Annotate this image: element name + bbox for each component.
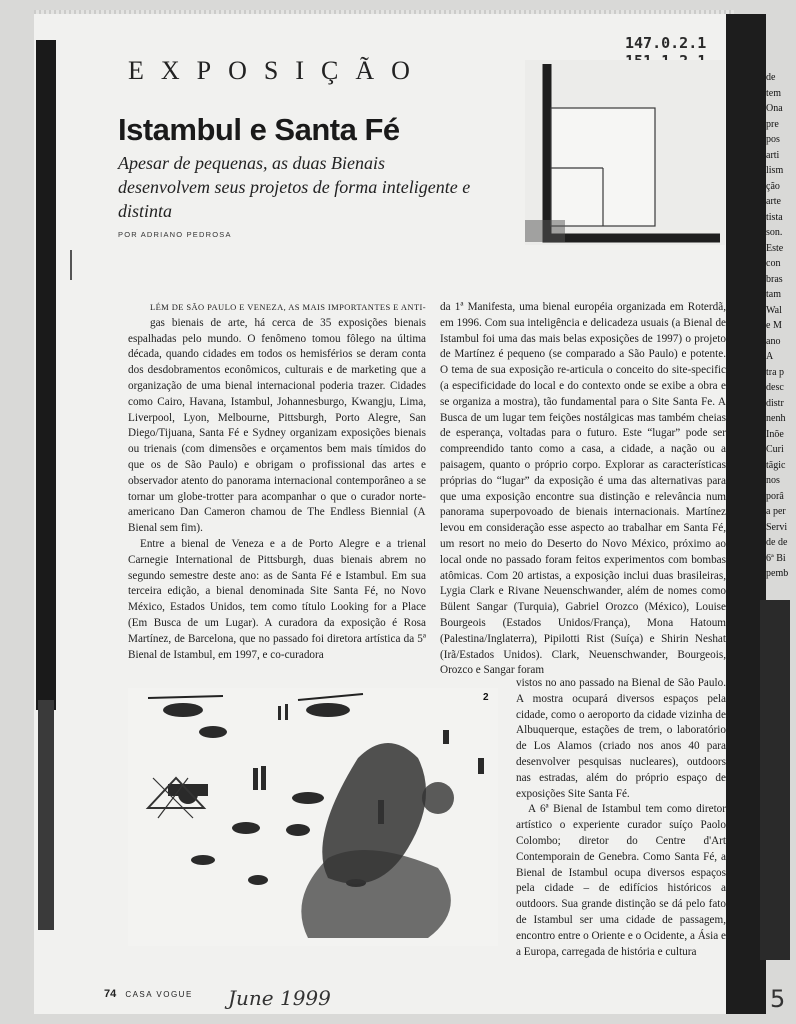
edge-fragment-line: tista [766,211,783,223]
photo-collage-helicopters-soldiers [128,688,498,946]
edge-fragment-line: tãgic [766,459,786,471]
edge-fragment-line: bras [766,273,783,285]
article-column-left [128,300,426,663]
edge-fragment-line: Este [766,242,784,254]
edge-fragment-line: arte [766,196,781,207]
paragraph: da 1ª Manifesta, uma bienal européia organizada em Roterdã, em 1996. Com sua inteligência e delicadeza usuais (a Bienal de Istambul foi uma das mais belas exposições de 1997) o projeto de Martínez é pequeno (se comparado a São Paulo) e potente. O tema de sua exposição re-articula o conceito do site-specific (a especificidade do local e do contexto onde se exibe a obra e se organiza a mostra), tão fundamental para o Site Santa Fe. A Busca de um lugar tem feições nostálgicas mas também cheias de esperança, voltadas para o futuro. Este “lugar” pode ser compreendido tanto como a casa, a cidade, a nação ou a paisagem, quanto o próprio corpo. Explorar as características próprias do “lugar” da exposição é uma das alternativas para que uma exposição encontre sua distinção e relevância num panorama superpovoado de bienais internacionais. Martínez levou em consideração esse aspecto ao trabalhar em Santa Fé, um resort no meio do Deserto do Novo México, próximo ao local onde no passado foram feitos experimentos com bombas atômicas. Com 20 artistas, a exposição inclui duas brasileiras, Lygia Clark e Rivane Neuenschwander, além de nomes como Bülent Sangar (Turquia), Gabriel Orozco (México), Louise Bourgeois (Estados Unidos/França), Mona Hatoum (Palestina/Inglaterra), Pipilotti Rist (Suíça) e Shirin Neshat (Irã/Estados Unidos). Clark, Neuenschwander, Bourgeois, Orozco e Sangar foram [440,301,726,677]
edge-fragment-line: Ona [766,103,783,114]
article-subtitle: Apesar de pequenas, as duas Bienais desenvolvem seus projetos de forma inteligente e distinta [118,153,471,221]
edge-fragment-line: A [766,351,774,362]
paragraph: A 6ª Bienal de Istambul tem como diretor artístico o experiente curador suíço Paolo Colombo; diretor do Centre d'Art Contemporain de Genebra. Como Santa Fé, a Bienal de Istambul ocupa diversos espaços pela cidade – de edifícios históricos a outdoors. Sua grande distinção se dá pelo fato de Istambul ser uma cidade de passagem, encontro entre o Oriente e o Ocidente, a Ásia e a Europa, carregada de história e cultura [516,803,726,958]
artwork-square-graphic [525,60,725,245]
adjacent-page-fragment [766,70,796,630]
edge-fragment-line: tam [766,289,781,300]
handwritten-note-line: 147.0.2.1 [625,34,707,52]
edge-fragment-line: tem [766,87,781,99]
edge-fragment-line: pos [766,134,780,145]
magazine-name: CASA VOGUE [125,990,193,999]
drop-cap-space [128,300,150,320]
edge-fragment-line: nos [766,475,780,486]
page-number: 74 [104,988,117,1000]
edge-fragment-line: Curi [766,444,784,455]
edge-fragment-line: son. [766,227,783,238]
section-label: EXPOSIÇÃO [128,56,427,85]
edge-fragment-line: desc [766,382,784,393]
edge-fragment-line: con [766,258,781,269]
scan-shadow-left-lower [38,700,54,930]
edge-fragment-line: de de [766,537,788,548]
edge-fragment-line: distr [766,397,784,409]
edge-fragment-line: Servi [766,521,788,533]
edge-fragment-line: Inõe [766,428,784,440]
article-photo [128,688,498,946]
edge-fragment-line: a per [766,506,786,517]
article-byline: POR ADRIANO PEDROSA [118,230,232,239]
scan-shadow-left [36,40,56,710]
edge-fragment-line: ção [766,180,780,192]
edge-fragment-line: lism [766,165,784,176]
edge-fragment-line: nenh [766,413,786,424]
edge-fragment-line: tra p [766,366,785,378]
paragraph-text: LÉM DE SÃO PAULO E VENEZA, AS MAIS IMPORTANTES E ANTI-gas bienais de arte, há cerca de 35 exposições bienais espalhadas pelo mundo. O fenômeno tomou fôlego na última década, quando cidades em todos os hemisférios se deram conta dos desdobramentos econômicos, culturais e de marketing que a organização de uma bienal internacional poderia trazer. Cidades como Cairo, Havana, Istambul, Johannesburgo, Kwangju, Lima, Liverpool, Lyon, Melbourne, Pittsburgh, Porto Alegre, San Diego/Tijuana, Santa Fé e Sydney organizam exposições bienais ou trienais (com dimensões e orçamentos bem mais tímidos do que os de São Paulo) e obrigam o profissional das artes e observador atento do panorama internacional contemporâneo a se tornar um globe-trotter para acompanhar o que o curador norte-americano Dan Cameron chamou de The Endless Biennial (A Bienal sem fim). [128,302,426,535]
square-frame-image [525,60,725,245]
edge-fragment-line: porâ [766,490,784,502]
edge-fragment-line: Wal [766,304,782,316]
handwritten-date: June 1999 [228,986,331,1010]
article-title: Istambul e Santa Fé [118,112,400,147]
page-footer [104,988,193,1000]
margin-mark [70,250,72,280]
edge-fragment-line: pre [766,118,779,130]
edge-fragment-line: arti [766,149,780,161]
corner-handwritten-mark: 5 [770,985,786,1013]
edge-fragment-line: 6ª Bi [766,552,786,564]
paragraph: vistos no ano passado na Bienal de São Paulo. A mostra ocupará diversos espaços pela cidade, como o aeroporto da cidade vizinha de Albuquerque, estações de trem, o laboratório de Los Alamos (criado nos anos 40 para desenvolver pesquisas nucleares), outdoors nas estradas, além do próprio espaço de exposições Site Santa Fé. [516,677,726,800]
scan-shadow-right-lower [760,600,790,960]
edge-fragment-line: pemb [766,568,789,579]
article-column-right [440,300,726,679]
photo-number: 2 [483,692,489,703]
edge-fragment-line: ano [766,335,781,347]
edge-fragment-line: de [766,72,776,83]
paragraph: Entre a bienal de Veneza e a de Porto Alegre e a trienal Carnegie International de Pittsburgh, duas bienais abrem no segundo semestre deste ano: as de Santa Fé e Istambul. Em sua terceira edição, a bienal denominada Site Santa Fé, no Novo México, Estados Unidos, tem como título Looking for a Place (Em Busca de um Lugar). A curadora da exposição é Rosa Martínez, de Barcelona, que no passado foi diretora artística da 5ª Bienal de Istambul, em 1997, e co-curadora [128,537,426,661]
paragraph [128,300,426,537]
article-column-right-lower [516,676,726,960]
edge-fragment-line: e M [766,320,782,331]
